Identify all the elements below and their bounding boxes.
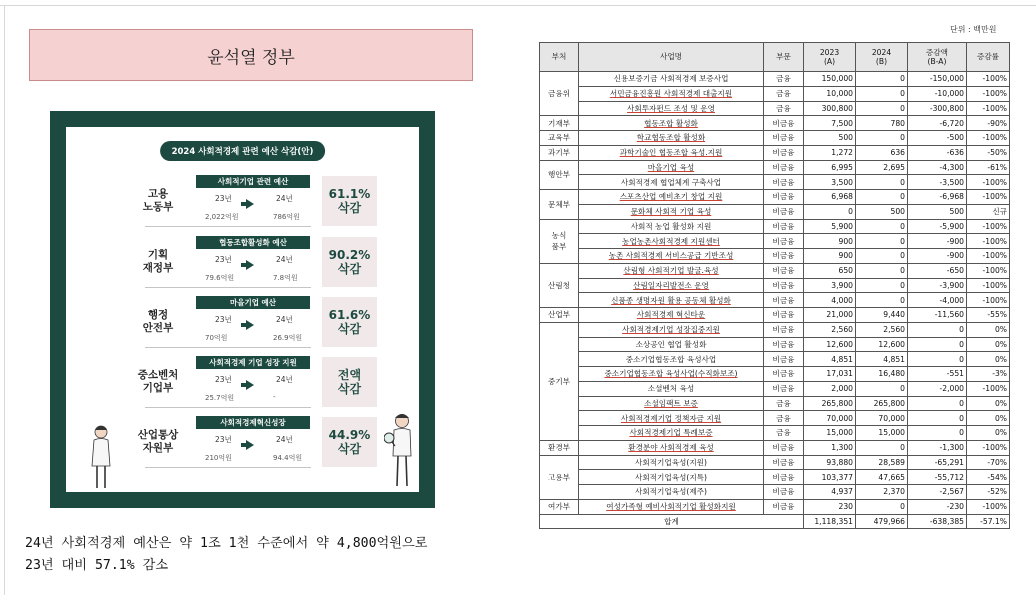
year-2024-label: 24년 [276, 194, 293, 203]
amount-2024-cell: 0 [856, 499, 908, 514]
change-amount-cell: -650 [908, 263, 967, 278]
page-top-border [0, 0, 1036, 6]
table-row [540, 160, 1010, 175]
program-name-cell: 신품종 생명자원 활용 공동체 활성화 [579, 293, 764, 308]
program-name-cell: 사회적기업육성(지특) [579, 470, 764, 485]
change-rate-cell: 0% [967, 411, 1010, 426]
program-name-cell: 문화체 사회적 기업 육성 [579, 204, 764, 219]
table-row [540, 234, 1010, 249]
program-name-cell: 스포츠산업 예비초기 창업 지원 [579, 190, 764, 205]
table-row [540, 485, 1010, 500]
table-row [540, 278, 1010, 293]
ministry-name: 기획 재정부 [142, 248, 174, 274]
amount-2024-cell: 70,000 [856, 411, 908, 426]
program-name-cell: 소상공인 협업 활성화 [579, 337, 764, 352]
change-rate-cell: -100% [967, 249, 1010, 264]
amount-2024-cell: 0 [856, 219, 908, 234]
sector-cell: 비금융 [764, 352, 804, 367]
table-header-cell: 부문 [764, 43, 804, 72]
sector-cell: 비금융 [764, 308, 804, 323]
amount-2023-cell: 6,968 [804, 190, 856, 205]
change-amount-cell: 0 [908, 396, 967, 411]
amount-2023-cell: 3,500 [804, 175, 856, 190]
sector-cell: 비금융 [764, 175, 804, 190]
sector-cell: 비금융 [764, 499, 804, 514]
program-name-cell: 과학기술인 협동조합 육성.지원 [579, 145, 764, 160]
sector-cell: 비금융 [764, 145, 804, 160]
change-rate-cell: -100% [967, 263, 1010, 278]
program-tag: 사회적경제혁신성장 [196, 416, 310, 429]
change-rate-cell: 0% [967, 426, 1010, 441]
change-rate-cell: -54% [967, 470, 1010, 485]
amount-2024: 7.8억원 [273, 274, 298, 282]
sector-cell: 금융 [764, 396, 804, 411]
ministry-cell: 과기부 [540, 145, 579, 160]
arrow-right-icon [246, 199, 254, 209]
amount-2023-cell: 500 [804, 131, 856, 146]
infographic-row [66, 172, 419, 230]
sector-cell: 비금융 [764, 131, 804, 146]
year-2023-label: 23년 [215, 375, 232, 384]
ministry-cell: 산림청 [540, 263, 579, 307]
change-rate-cell: 0% [967, 337, 1010, 352]
infographic-title: 2024 사회적경제 관련 예산 삭감(안) [160, 141, 326, 161]
sector-cell: 비금융 [764, 322, 804, 337]
table-row [540, 308, 1010, 323]
program-name-cell: 사회적경제기업 특례보증 [579, 426, 764, 441]
amount-2024-cell: 265,800 [856, 396, 908, 411]
amount-2023-cell: 17,031 [804, 367, 856, 382]
total-label-cell: 합계 [540, 514, 804, 529]
page-left-border [4, 6, 5, 595]
slide-title: 윤석열 정부 [29, 29, 473, 81]
infographic-row [66, 353, 419, 411]
amount-2024-cell: 0 [856, 101, 908, 116]
year-2024-label: 24년 [276, 255, 293, 264]
amount-2023-cell: 6,995 [804, 160, 856, 175]
change-amount-cell: 0 [908, 337, 967, 352]
change-rate-cell: -3% [967, 367, 1010, 382]
amount-2024-cell: 9,440 [856, 308, 908, 323]
change-rate-cell: -100% [967, 175, 1010, 190]
change-rate-cell: -61% [967, 160, 1010, 175]
table-row [540, 72, 1010, 87]
amount-2024: 786억원 [273, 213, 300, 221]
change-rate-cell: 0% [967, 322, 1010, 337]
amount-2024-cell: 0 [856, 263, 908, 278]
total-2024-cell: 479,966 [856, 514, 908, 529]
amount-2024: 26.9억원 [273, 334, 303, 342]
total-rate-cell: -57.1% [967, 514, 1010, 529]
program-tag: 사회적경제 기업 성장 지원 [196, 356, 310, 369]
change-rate-cell: -50% [967, 145, 1010, 160]
amount-2024-cell: 15,000 [856, 426, 908, 441]
change-rate-cell: -100% [967, 278, 1010, 293]
amount-2024: - [273, 393, 276, 401]
table-header-cell: 2023 (A) [804, 43, 856, 72]
sector-cell: 비금융 [764, 249, 804, 264]
change-rate-cell: -90% [967, 116, 1010, 131]
sector-cell: 비금융 [764, 116, 804, 131]
program-name-cell: 소셜임팩트 보증 [579, 396, 764, 411]
table-header-cell: 증감액 (B-A) [908, 43, 967, 72]
change-amount-cell: -4,300 [908, 160, 967, 175]
change-rate-cell: -100% [967, 234, 1010, 249]
change-amount-cell: -300,800 [908, 101, 967, 116]
change-rate-cell: -70% [967, 455, 1010, 470]
person-right-magnifier-illustration-icon [384, 410, 418, 490]
amount-2023-cell: 4,937 [804, 485, 856, 500]
person-left-illustration-icon [86, 422, 116, 492]
program-name-cell: 사회적 농업 활성화 지원 [579, 219, 764, 234]
sector-cell: 비금융 [764, 337, 804, 352]
sector-cell: 금융 [764, 72, 804, 87]
amount-2024-cell: 0 [856, 234, 908, 249]
amount-2023-cell: 150,000 [804, 72, 856, 87]
ministry-name: 중소벤처 기업부 [137, 368, 179, 394]
sector-cell: 비금융 [764, 234, 804, 249]
amount-2024-cell: 2,560 [856, 322, 908, 337]
table-row [540, 204, 1010, 219]
program-tag: 마을기업 예산 [196, 296, 310, 309]
table-row [540, 263, 1010, 278]
program-name-cell: 마을기업 육성 [579, 160, 764, 175]
amount-2024-cell: 47,665 [856, 470, 908, 485]
change-rate-cell: -100% [967, 190, 1010, 205]
change-rate-cell: -100% [967, 86, 1010, 101]
budget-cut-infographic [50, 111, 435, 508]
ministry-cell: 환경부 [540, 440, 579, 455]
arrow-right-icon [246, 260, 254, 270]
amount-2023-cell: 10,000 [804, 86, 856, 101]
program-tag: 협동조합활성화 예산 [196, 236, 310, 249]
amount-2023-cell: 900 [804, 249, 856, 264]
program-name-cell: 중소기업협동조합 육성사업(수직화보조) [579, 367, 764, 382]
amount-2023: 210억원 [205, 454, 232, 462]
table-row [540, 175, 1010, 190]
sector-cell: 비금융 [764, 440, 804, 455]
amount-2024-cell: 500 [856, 204, 908, 219]
change-rate-cell: 0% [967, 396, 1010, 411]
arrow-right-icon [246, 440, 254, 450]
ministry-cell: 고용부 [540, 455, 579, 499]
program-name-cell: 사회적기업육성(제주) [579, 485, 764, 500]
amount-2023-cell: 5,900 [804, 219, 856, 234]
ministry-cell: 산업부 [540, 308, 579, 323]
infographic-panel [66, 127, 419, 492]
amount-2024-cell: 780 [856, 116, 908, 131]
ministry-cell: 금융위 [540, 72, 579, 116]
amount-2023-cell: 2,560 [804, 322, 856, 337]
amount-2023-cell: 900 [804, 234, 856, 249]
amount-2024-cell: 2,370 [856, 485, 908, 500]
table-header-cell: 2024 (B) [856, 43, 908, 72]
cut-percentage-badge: 전액 삭감 [322, 357, 377, 407]
program-name-cell: 소셜벤처 육성 [579, 381, 764, 396]
program-name-cell: 사회적경제 협업체계 구축사업 [579, 175, 764, 190]
year-2023-label: 23년 [215, 435, 232, 444]
change-rate-cell: -100% [967, 440, 1010, 455]
ministry-cell: 기재부 [540, 116, 579, 131]
change-rate-cell: -100% [967, 499, 1010, 514]
amount-2024-cell: 0 [856, 72, 908, 87]
change-rate-cell: 0% [967, 352, 1010, 367]
amount-2024-cell: 2,695 [856, 160, 908, 175]
table-row [540, 131, 1010, 146]
amount-2023-cell: 265,800 [804, 396, 856, 411]
change-amount-cell: -6,968 [908, 190, 967, 205]
amount-2023-cell: 7,500 [804, 116, 856, 131]
amount-2023-cell: 230 [804, 499, 856, 514]
program-name-cell: 사회적경제 혁신타운 [579, 308, 764, 323]
amount-2024-cell: 28,589 [856, 455, 908, 470]
program-name-cell: 여성가족형 예비사회적기업 활성화지원 [579, 499, 764, 514]
program-name-cell: 사회투자펀드 조성 및 운영 [579, 101, 764, 116]
arrow-right-icon [246, 380, 254, 390]
table-row [540, 190, 1010, 205]
amount-2024-cell: 12,600 [856, 337, 908, 352]
table-row [540, 381, 1010, 396]
table-row [540, 470, 1010, 485]
table-row [540, 499, 1010, 514]
amount-2024-cell: 0 [856, 440, 908, 455]
cut-percentage-badge: 61.6% 삭감 [322, 297, 377, 347]
program-name-cell: 농업농촌사회적경제 지원센터 [579, 234, 764, 249]
sector-cell: 비금융 [764, 204, 804, 219]
change-amount-cell: -5,900 [908, 219, 967, 234]
sector-cell: 금융 [764, 86, 804, 101]
program-name-cell: 사회적기업육성(지원) [579, 455, 764, 470]
change-amount-cell: 0 [908, 322, 967, 337]
amount-2024-cell: 0 [856, 381, 908, 396]
ministry-cell: 교육부 [540, 131, 579, 146]
change-rate-cell: -100% [967, 293, 1010, 308]
change-amount-cell: 0 [908, 411, 967, 426]
ministry-cell: 중기부 [540, 322, 579, 440]
program-name-cell: 사회적경제기업 정책자금 지원 [579, 411, 764, 426]
program-name-cell: 중소기업협동조합 육성사업 [579, 352, 764, 367]
ministry-cell: 문체부 [540, 190, 579, 220]
sector-cell: 비금융 [764, 470, 804, 485]
infographic-row [66, 233, 419, 291]
table-body [540, 72, 1010, 529]
ministry-cell: 여가부 [540, 499, 579, 514]
sector-cell: 비금융 [764, 160, 804, 175]
table-row [540, 101, 1010, 116]
amount-2023-cell: 21,000 [804, 308, 856, 323]
change-rate-cell: -100% [967, 381, 1010, 396]
program-name-cell: 환경분야 사회적경제 육성 [579, 440, 764, 455]
change-amount-cell: -55,712 [908, 470, 967, 485]
program-name-cell: 협동조합 활성화 [579, 116, 764, 131]
year-2024-label: 24년 [276, 435, 293, 444]
change-rate-cell: 신규 [967, 204, 1010, 219]
table-header-cell: 사업명 [579, 43, 764, 72]
amount-2023-cell: 300,800 [804, 101, 856, 116]
program-name-cell: 서민금융진흥원 사회적경제 대출지원 [579, 86, 764, 101]
table-header-cell: 증감률 [967, 43, 1010, 72]
amount-2023-cell: 0 [804, 204, 856, 219]
table-row [540, 219, 1010, 234]
table-row [540, 293, 1010, 308]
ministry-name: 산업통상 자원부 [137, 428, 179, 454]
unit-label: 단위 : 백만원 [950, 25, 997, 34]
sector-cell: 금융 [764, 426, 804, 441]
change-amount-cell: -2,567 [908, 485, 967, 500]
amount-2023: 2,022억원 [205, 213, 239, 221]
amount-2023-cell: 2,000 [804, 381, 856, 396]
amount-2024-cell: 636 [856, 145, 908, 160]
sector-cell: 비금융 [764, 263, 804, 278]
change-amount-cell: -10,000 [908, 86, 967, 101]
sector-cell: 비금융 [764, 455, 804, 470]
amount-2023: 70억원 [205, 334, 228, 342]
sector-cell: 금융 [764, 411, 804, 426]
change-amount-cell: -11,560 [908, 308, 967, 323]
table-header-row [540, 43, 1010, 72]
change-amount-cell: -1,300 [908, 440, 967, 455]
table-row [540, 145, 1010, 160]
cut-percentage-badge: 44.9% 삭감 [322, 417, 377, 467]
amount-2023-cell: 1,300 [804, 440, 856, 455]
table-row [540, 352, 1010, 367]
sector-cell: 금융 [764, 101, 804, 116]
amount-2023-cell: 15,000 [804, 426, 856, 441]
summary-text: 24년 사회적경제 예산은 약 1조 1천 수준에서 약 4,800억원으로 23년 대비 57.1% 감소 [25, 536, 428, 573]
table-row [540, 337, 1010, 352]
change-amount-cell: -6,720 [908, 116, 967, 131]
sector-cell: 비금융 [764, 219, 804, 234]
program-name-cell: 학교협동조합 활성화 [579, 131, 764, 146]
amount-2024-cell: 16,480 [856, 367, 908, 382]
table-row [540, 411, 1010, 426]
change-rate-cell: -55% [967, 308, 1010, 323]
program-tag: 사회적기업 관련 예산 [196, 175, 310, 188]
change-rate-cell: -100% [967, 131, 1010, 146]
amount-2023-cell: 70,000 [804, 411, 856, 426]
ministry-name: 고용 노동부 [142, 187, 174, 213]
ministry-name: 행정 안전부 [142, 308, 174, 334]
change-amount-cell: -551 [908, 367, 967, 382]
program-name-cell: 산림일자리발전소 운영 [579, 278, 764, 293]
table-row [540, 249, 1010, 264]
change-amount-cell: -900 [908, 249, 967, 264]
amount-2023-cell: 93,880 [804, 455, 856, 470]
amount-2024-cell: 0 [856, 278, 908, 293]
change-amount-cell: -150,000 [908, 72, 967, 87]
sector-cell: 비금융 [764, 381, 804, 396]
change-amount-cell: 500 [908, 204, 967, 219]
change-rate-cell: -100% [967, 219, 1010, 234]
year-2023-label: 23년 [215, 194, 232, 203]
table-row [540, 322, 1010, 337]
year-2023-label: 23년 [215, 255, 232, 264]
change-amount-cell: 0 [908, 426, 967, 441]
amount-2024-cell: 0 [856, 293, 908, 308]
amount-2023-cell: 1,272 [804, 145, 856, 160]
change-amount-cell: -500 [908, 131, 967, 146]
amount-2024: 94.4억원 [273, 454, 303, 462]
change-amount-cell: -900 [908, 234, 967, 249]
year-2024-label: 24년 [276, 315, 293, 324]
budget-table [539, 42, 1010, 529]
amount-2023-cell: 103,377 [804, 470, 856, 485]
program-name-cell: 농촌 사회적경제 서비스공급 기반조성 [579, 249, 764, 264]
amount-2024-cell: 0 [856, 131, 908, 146]
table-row [540, 426, 1010, 441]
amount-2024-cell: 0 [856, 86, 908, 101]
arrow-right-icon [246, 320, 254, 330]
infographic-row [66, 293, 419, 351]
amount-2023: 79.6억원 [205, 274, 235, 282]
sector-cell: 비금융 [764, 190, 804, 205]
year-2024-label: 24년 [276, 375, 293, 384]
change-amount-cell: -230 [908, 499, 967, 514]
amount-2023-cell: 4,851 [804, 352, 856, 367]
change-amount-cell: -65,291 [908, 455, 967, 470]
sector-cell: 비금융 [764, 485, 804, 500]
program-name-cell: 신용보증기금 사회적경제 보증사업 [579, 72, 764, 87]
change-amount-cell: -4,000 [908, 293, 967, 308]
infographic-row [66, 413, 419, 471]
table-row [540, 86, 1010, 101]
sector-cell: 비금융 [764, 367, 804, 382]
table-row [540, 116, 1010, 131]
program-name-cell: 산림형 사회적기업 발굴.육성 [579, 263, 764, 278]
table-row [540, 367, 1010, 382]
ministry-cell: 행안부 [540, 160, 579, 190]
table-header-cell: 부처 [540, 43, 579, 72]
cut-percentage-badge: 61.1% 삭감 [322, 176, 377, 226]
table-row [540, 396, 1010, 411]
ministry-cell: 농식 품부 [540, 219, 579, 263]
change-rate-cell: -52% [967, 485, 1010, 500]
table-row [540, 455, 1010, 470]
amount-2024-cell: 4,851 [856, 352, 908, 367]
cut-percentage-badge: 90.2% 삭감 [322, 237, 377, 287]
year-2023-label: 23년 [215, 315, 232, 324]
change-amount-cell: -636 [908, 145, 967, 160]
total-2023-cell: 1,118,351 [804, 514, 856, 529]
amount-2023-cell: 12,600 [804, 337, 856, 352]
total-change-cell: -638,385 [908, 514, 967, 529]
program-name-cell: 사회적경제기업 성장집중지원 [579, 322, 764, 337]
change-amount-cell: -3,500 [908, 175, 967, 190]
amount-2023-cell: 650 [804, 263, 856, 278]
amount-2023: 25.7억원 [205, 394, 235, 402]
change-amount-cell: -2,000 [908, 381, 967, 396]
amount-2024-cell: 0 [856, 175, 908, 190]
table-total-row [540, 514, 1010, 529]
sector-cell: 비금융 [764, 278, 804, 293]
change-rate-cell: -100% [967, 101, 1010, 116]
amount-2024-cell: 0 [856, 190, 908, 205]
change-amount-cell: 0 [908, 352, 967, 367]
amount-2023-cell: 4,000 [804, 293, 856, 308]
table-row [540, 440, 1010, 455]
change-amount-cell: -3,900 [908, 278, 967, 293]
change-rate-cell: -100% [967, 72, 1010, 87]
amount-2023-cell: 3,900 [804, 278, 856, 293]
sector-cell: 비금융 [764, 293, 804, 308]
amount-2024-cell: 0 [856, 249, 908, 264]
